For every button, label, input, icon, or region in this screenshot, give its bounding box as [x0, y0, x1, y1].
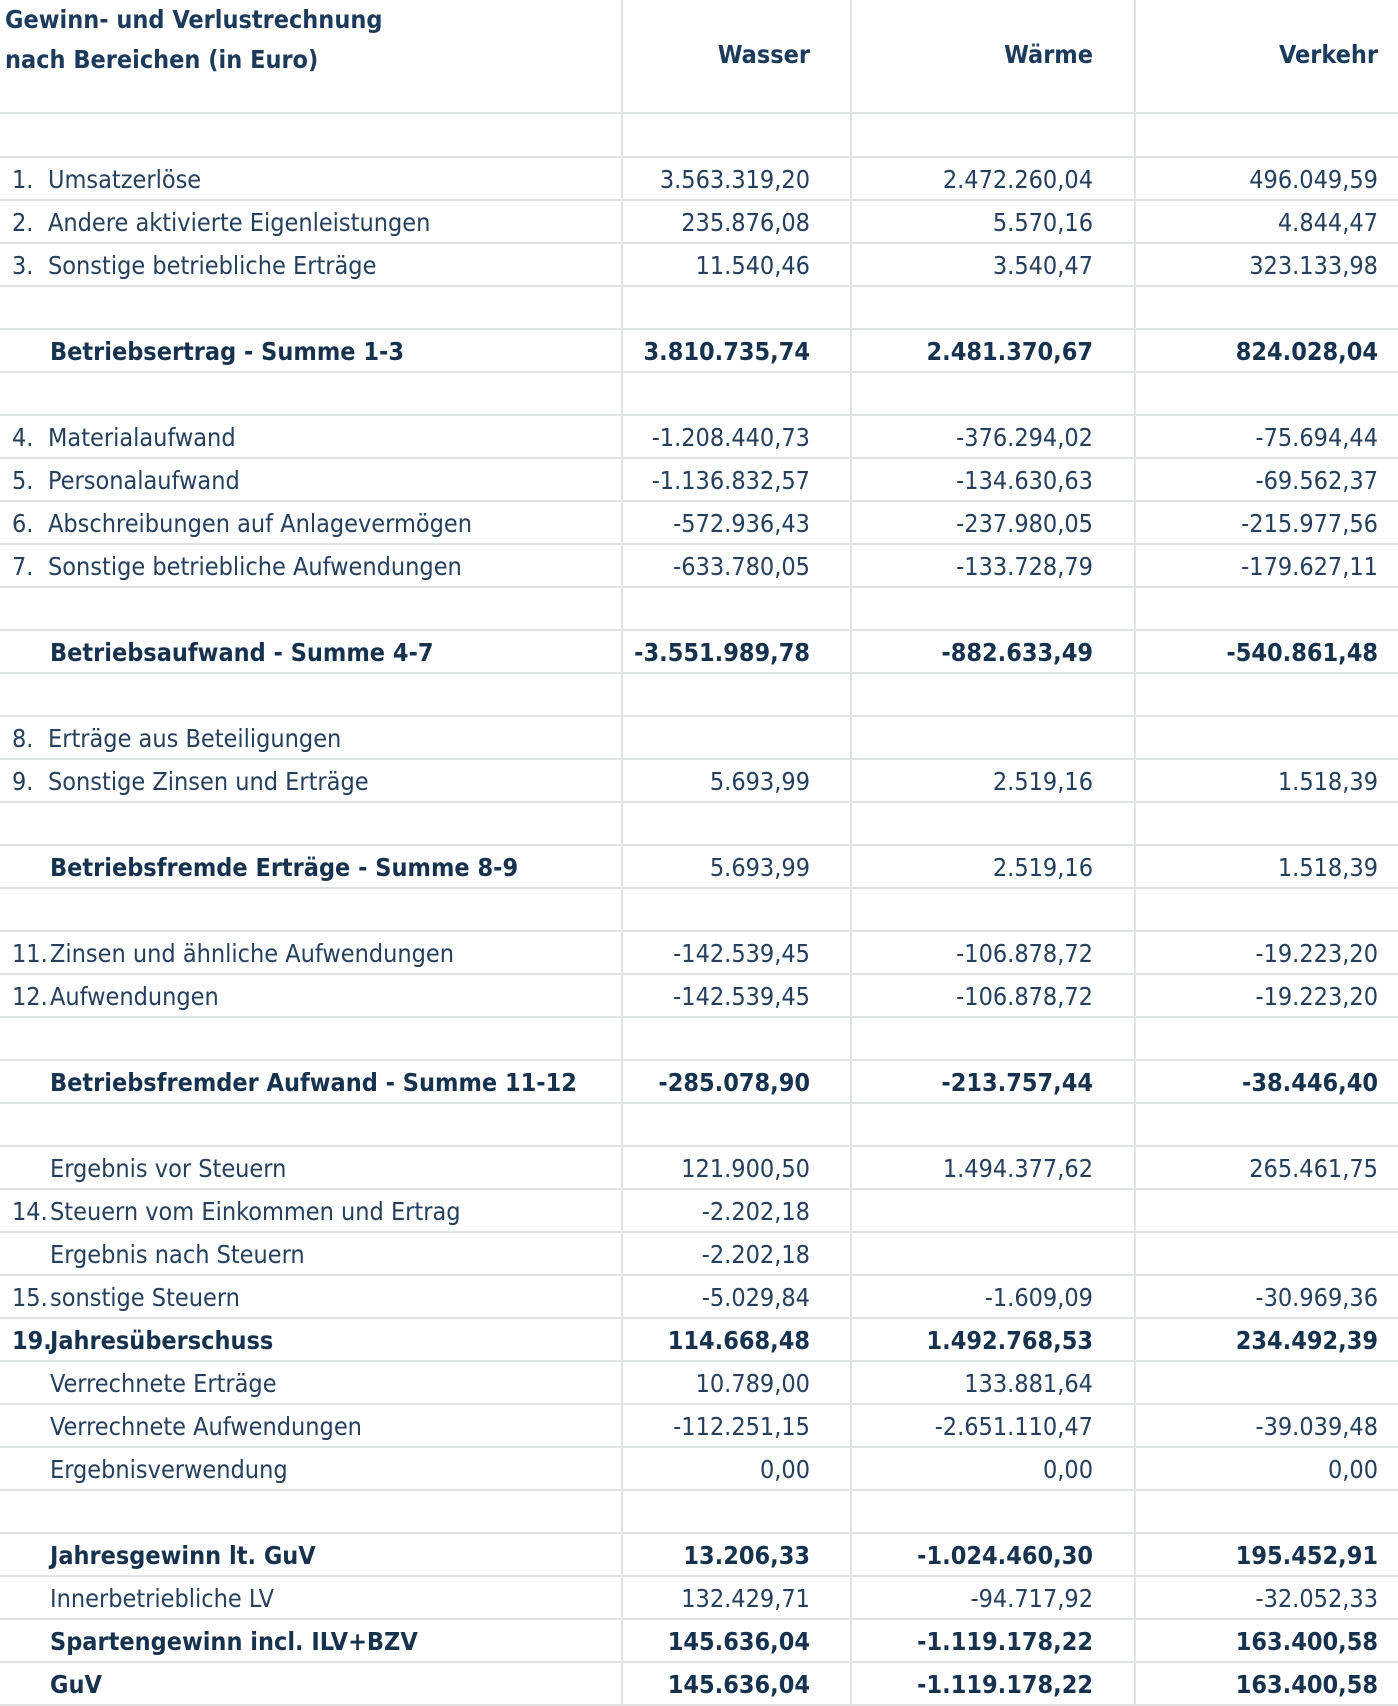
table-row [0, 502, 1398, 545]
row-label: Spartengewinn incl. ILV+BZV [50, 1627, 418, 1656]
row-number: 7. [12, 552, 34, 581]
table-row [0, 201, 1398, 244]
value-waerme: 5.570,16 [992, 208, 1093, 237]
spacer-row [0, 115, 1398, 158]
row-label: Sonstige betriebliche Aufwendungen [48, 552, 462, 581]
value-wasser: -3.551.989,78 [634, 638, 810, 667]
column-header-waerme: Wärme [1004, 40, 1093, 69]
value-verkehr: -19.223,20 [1255, 939, 1378, 968]
value-wasser: 0,00 [759, 1455, 810, 1484]
value-verkehr: -32.052,33 [1255, 1584, 1378, 1613]
row-number: 4. [12, 423, 34, 452]
value-waerme: 2.481.370,67 [926, 337, 1093, 366]
row-label: Ergebnisverwendung [50, 1455, 288, 1484]
spacer-row [0, 674, 1398, 717]
table-row [0, 545, 1398, 588]
row-label: Verrechnete Erträge [50, 1369, 277, 1398]
value-verkehr: 195.452,91 [1235, 1541, 1378, 1570]
value-waerme: 2.472.260,04 [942, 165, 1093, 194]
row-number: 2. [12, 208, 34, 237]
spacer-row [0, 287, 1398, 330]
value-wasser: 3.810.735,74 [643, 337, 810, 366]
value-wasser: -572.936,43 [673, 509, 810, 538]
row-number: 12. [12, 982, 48, 1011]
table-row [0, 1577, 1398, 1620]
row-number: 8. [12, 724, 34, 753]
value-wasser: 121.900,50 [681, 1154, 810, 1183]
value-waerme: -1.024.460,30 [917, 1541, 1093, 1570]
row-label: sonstige Steuern [50, 1283, 240, 1312]
spacer-row [0, 1018, 1398, 1061]
value-wasser: 11.540,46 [695, 251, 810, 280]
row-number: 1. [12, 165, 34, 194]
spacer-row [0, 373, 1398, 416]
row-number: 14. [12, 1197, 48, 1226]
row-label: Ergebnis vor Steuern [50, 1154, 287, 1183]
value-waerme: 2.519,16 [992, 767, 1093, 796]
column-header-verkehr: Verkehr [1278, 40, 1378, 69]
value-verkehr: 4.844,47 [1277, 208, 1378, 237]
spacer-row [0, 803, 1398, 846]
value-wasser: -1.136.832,57 [651, 466, 810, 495]
value-wasser: 132.429,71 [681, 1584, 810, 1613]
value-waerme: 3.540,47 [992, 251, 1093, 280]
row-label: Betriebsfremder Aufwand - Summe 11-12 [50, 1068, 577, 1097]
row-label: Betriebsertrag - Summe 1-3 [50, 337, 404, 366]
value-verkehr: 1.518,39 [1277, 767, 1378, 796]
table-row [0, 1233, 1398, 1276]
table-row [0, 1061, 1398, 1104]
value-wasser: 5.693,99 [709, 853, 810, 882]
table-title-line2: nach Bereichen (in Euro) [5, 45, 319, 74]
table-row [0, 932, 1398, 975]
spacer-row [0, 1491, 1398, 1534]
value-waerme: 2.519,16 [992, 853, 1093, 882]
table-row [0, 1534, 1398, 1577]
row-label: Zinsen und ähnliche Aufwendungen [50, 939, 455, 968]
value-verkehr: 824.028,04 [1235, 337, 1378, 366]
row-label: Umsatzerlöse [48, 165, 202, 194]
value-waerme: -1.609,09 [984, 1283, 1093, 1312]
value-verkehr: 234.492,39 [1235, 1326, 1378, 1355]
table-row [0, 975, 1398, 1018]
value-waerme: -213.757,44 [941, 1068, 1093, 1097]
table-row [0, 416, 1398, 459]
row-label: Sonstige betriebliche Erträge [48, 251, 377, 280]
row-label: Ergebnis nach Steuern [50, 1240, 305, 1269]
row-label: Erträge aus Beteiligungen [48, 724, 342, 753]
value-waerme: -1.119.178,22 [917, 1670, 1093, 1699]
table-row [0, 1405, 1398, 1448]
value-verkehr: -215.977,56 [1241, 509, 1378, 538]
row-label: Aufwendungen [50, 982, 219, 1011]
value-wasser: 235.876,08 [681, 208, 810, 237]
value-wasser: -2.202,18 [701, 1240, 810, 1269]
table-row [0, 1319, 1398, 1362]
value-wasser: -2.202,18 [701, 1197, 810, 1226]
row-label: Betriebsaufwand - Summe 4-7 [50, 638, 434, 667]
table-row [0, 760, 1398, 803]
value-wasser: -285.078,90 [658, 1068, 810, 1097]
table-row [0, 1190, 1398, 1233]
table-title-line1: Gewinn- und Verlustrechnung [5, 5, 383, 34]
row-label: Betriebsfremde Erträge - Summe 8-9 [50, 853, 519, 882]
value-verkehr: -19.223,20 [1255, 982, 1378, 1011]
value-wasser: -112.251,15 [673, 1412, 810, 1441]
table-row [0, 1448, 1398, 1491]
value-verkehr: 163.400,58 [1235, 1670, 1378, 1699]
row-label: Personalaufwand [48, 466, 240, 495]
value-wasser: 5.693,99 [709, 767, 810, 796]
table-row [0, 1663, 1398, 1706]
value-verkehr: -75.694,44 [1255, 423, 1378, 452]
row-label: Sonstige Zinsen und Erträge [48, 767, 369, 796]
spacer-row [0, 1104, 1398, 1147]
value-verkehr: 496.049,59 [1249, 165, 1378, 194]
table-row [0, 1362, 1398, 1405]
row-number: 19. [12, 1326, 52, 1355]
row-number: 6. [12, 509, 34, 538]
value-wasser: -633.780,05 [673, 552, 810, 581]
value-verkehr: 265.461,75 [1249, 1154, 1378, 1183]
value-wasser: 13.206,33 [683, 1541, 810, 1570]
value-waerme: -1.119.178,22 [917, 1627, 1093, 1656]
value-verkehr: 323.133,98 [1249, 251, 1378, 280]
value-waerme: -94.717,92 [970, 1584, 1093, 1613]
table-row [0, 631, 1398, 674]
value-wasser: 145.636,04 [667, 1670, 810, 1699]
row-label: Jahresgewinn lt. GuV [50, 1541, 316, 1570]
value-waerme: 1.494.377,62 [942, 1154, 1093, 1183]
value-waerme: 0,00 [1042, 1455, 1093, 1484]
value-wasser: -1.208.440,73 [651, 423, 810, 452]
row-label: Steuern vom Einkommen und Ertrag [50, 1197, 461, 1226]
value-wasser: 145.636,04 [667, 1627, 810, 1656]
spacer-row [0, 889, 1398, 932]
row-label: Materialaufwand [48, 423, 236, 452]
row-number: 5. [12, 466, 34, 495]
value-waerme: -106.878,72 [956, 939, 1093, 968]
spacer-row [0, 588, 1398, 631]
value-waerme: -2.651.110,47 [934, 1412, 1093, 1441]
table-row [0, 1620, 1398, 1663]
table-row [0, 717, 1398, 760]
table-row [0, 1147, 1398, 1190]
value-wasser: 3.563.319,20 [659, 165, 810, 194]
table-row [0, 459, 1398, 502]
value-verkehr: -69.562,37 [1255, 466, 1378, 495]
value-waerme: -106.878,72 [956, 982, 1093, 1011]
value-waerme: 1.492.768,53 [926, 1326, 1093, 1355]
row-label: Jahresüberschuss [50, 1326, 274, 1355]
row-number: 9. [12, 767, 34, 796]
table-row [0, 330, 1398, 373]
table-row [0, 158, 1398, 201]
value-wasser: -5.029,84 [701, 1283, 810, 1312]
row-label: Verrechnete Aufwendungen [50, 1412, 362, 1441]
value-verkehr: 1.518,39 [1277, 853, 1378, 882]
value-verkehr: -38.446,40 [1242, 1068, 1378, 1097]
value-wasser: 10.789,00 [695, 1369, 810, 1398]
value-wasser: -142.539,45 [673, 982, 810, 1011]
column-header-wasser: Wasser [717, 40, 810, 69]
row-number: 11. [12, 939, 48, 968]
value-verkehr: -39.039,48 [1255, 1412, 1378, 1441]
table-row [0, 1276, 1398, 1319]
value-waerme: -134.630,63 [956, 466, 1093, 495]
header-divider [0, 112, 1398, 114]
value-waerme: -237.980,05 [956, 509, 1093, 538]
value-verkehr: 163.400,58 [1235, 1627, 1378, 1656]
value-verkehr: 0,00 [1327, 1455, 1378, 1484]
value-waerme: -376.294,02 [956, 423, 1093, 452]
value-wasser: -142.539,45 [673, 939, 810, 968]
value-waerme: -133.728,79 [956, 552, 1093, 581]
row-label: Abschreibungen auf Anlagevermögen [48, 509, 472, 538]
row-label: GuV [50, 1670, 102, 1699]
value-wasser: 114.668,48 [667, 1326, 810, 1355]
table-row [0, 244, 1398, 287]
row-number: 3. [12, 251, 34, 280]
value-waerme: -882.633,49 [941, 638, 1093, 667]
table-title [5, 0, 382, 80]
row-label: Innerbetriebliche LV [50, 1584, 275, 1613]
value-verkehr: -30.969,36 [1255, 1283, 1378, 1312]
value-verkehr: -179.627,11 [1241, 552, 1378, 581]
value-waerme: 133.881,64 [964, 1369, 1093, 1398]
row-number: 15. [12, 1283, 48, 1312]
table-row [0, 846, 1398, 889]
row-label: Andere aktivierte Eigenleistungen [48, 208, 431, 237]
value-verkehr: -540.861,48 [1226, 638, 1378, 667]
